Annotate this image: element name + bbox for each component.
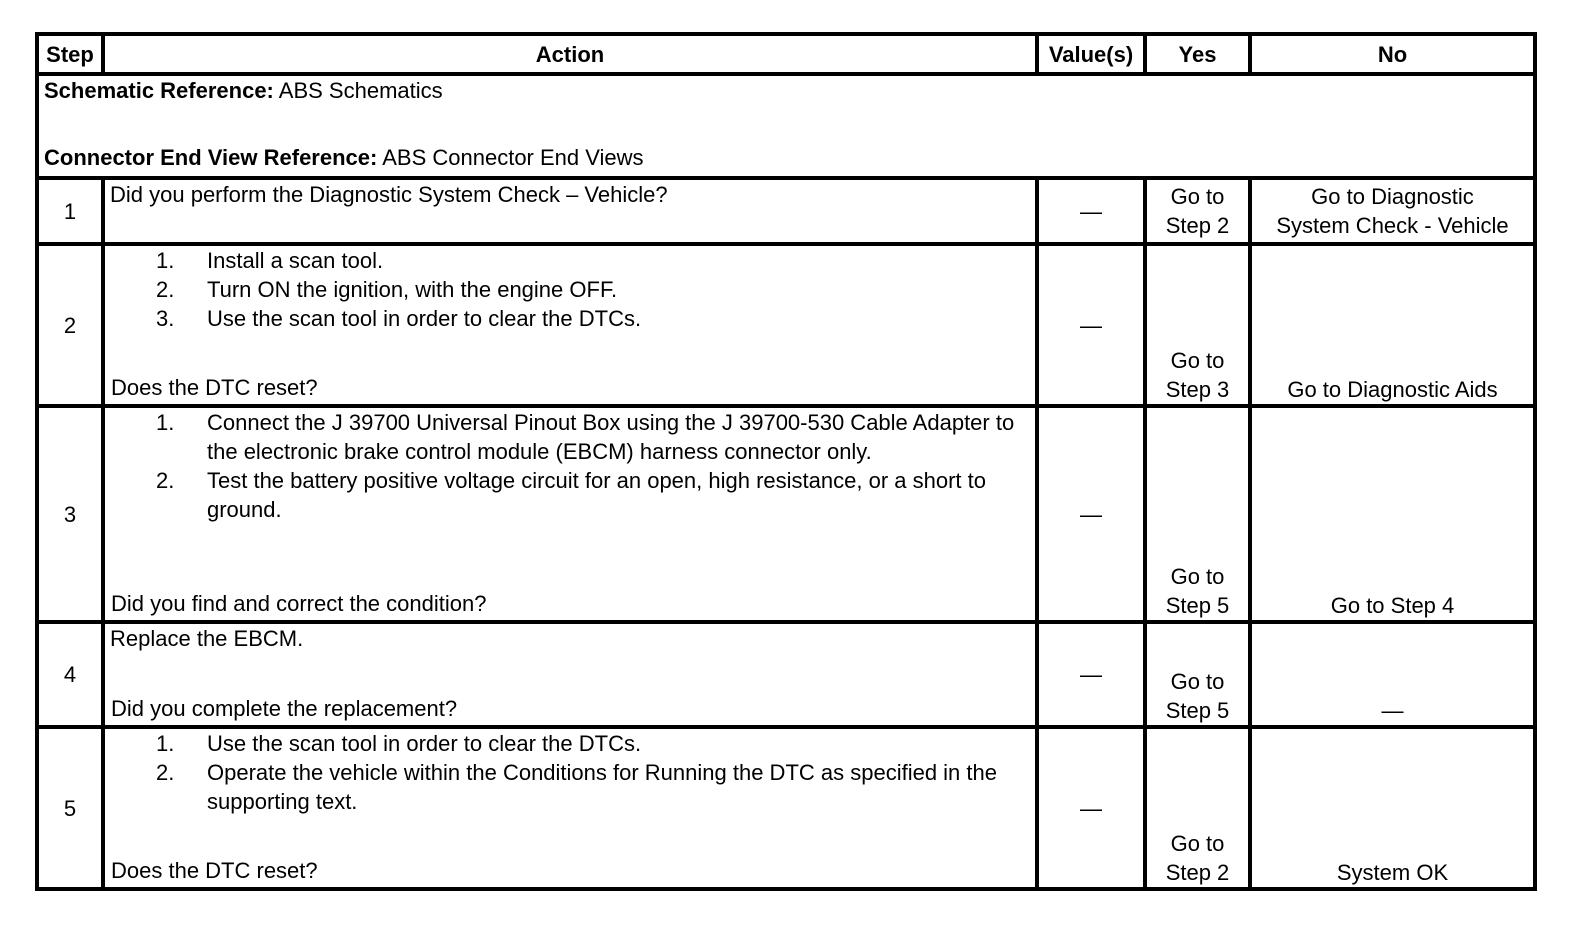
yes-line: Step 5 (1165, 698, 1230, 723)
action-steps (110, 246, 1030, 333)
action-step-number: 1. (156, 248, 175, 273)
yes-line: Go to (1170, 184, 1225, 209)
step-number: 1 (37, 178, 103, 244)
action-step-number: 2. (156, 760, 175, 785)
step-number: 4 (37, 622, 103, 727)
no-cell (1250, 406, 1535, 622)
reference-row (37, 74, 1535, 178)
yes-line: Go to (1170, 564, 1225, 589)
header-step: Step (37, 34, 103, 74)
action-step-item (110, 408, 1030, 466)
action-steps (110, 729, 1030, 816)
action-step-number: 1. (156, 731, 175, 756)
action-question: Did you find and correct the condition? (111, 591, 487, 616)
action-cell (103, 178, 1037, 244)
action-step-number: 1. (156, 410, 175, 435)
table-row-step-1 (37, 178, 1535, 244)
yes-cell (1145, 406, 1250, 622)
yes-line: Step 5 (1165, 593, 1230, 618)
step-number: 5 (37, 727, 103, 889)
diagnostic-table (35, 32, 1537, 891)
action-lead: Replace the EBCM. (110, 626, 304, 651)
action-step-item (110, 729, 1030, 758)
table-row-step-3 (37, 406, 1535, 622)
yes-line: Step 2 (1165, 860, 1230, 885)
table-row-step-4 (37, 622, 1535, 727)
no-cell (1250, 178, 1535, 244)
header-row (37, 34, 1535, 74)
action-step-text: Use the scan tool in order to clear the DTCs. (207, 731, 642, 756)
action-question: Does the DTC reset? (111, 858, 318, 883)
action-step-number: 2. (156, 277, 175, 302)
action-steps (110, 408, 1030, 524)
yes-cell (1145, 244, 1250, 406)
value-cell: — (1037, 244, 1145, 406)
step-number: 3 (37, 406, 103, 622)
action-question: Did you complete the replacement? (111, 696, 458, 721)
action-step-text: Test the battery positive voltage circuit for an open, high resistance, or a short to ground. (207, 468, 986, 522)
header-yes: Yes (1145, 34, 1250, 74)
action-step-item (110, 466, 1030, 524)
action-step-text: Operate the vehicle within the Conditions for Running the DTC as specified in the supporting text. (207, 760, 997, 814)
no-cell (1250, 622, 1535, 727)
action-step-number: 2. (156, 468, 175, 493)
yes-line: Step 3 (1165, 377, 1230, 402)
action-step-item (110, 246, 1030, 275)
no-cell (1250, 244, 1535, 406)
no-line: Go to Step 4 (1330, 593, 1455, 618)
table-row-step-5 (37, 727, 1535, 889)
action-step-text: Install a scan tool. (207, 248, 384, 273)
no-line: Go to Diagnostic Aids (1287, 377, 1498, 402)
action-cell (103, 244, 1037, 406)
connector-reference-value: ABS Connector End Views (377, 145, 644, 170)
yes-cell (1145, 727, 1250, 889)
header-action: Action (103, 34, 1037, 74)
action-cell (103, 622, 1037, 727)
yes-line: Go to (1170, 669, 1225, 694)
no-line: System OK (1336, 860, 1449, 885)
connector-reference (44, 143, 1528, 172)
action-step-number: 3. (156, 306, 175, 331)
yes-cell (1145, 178, 1250, 244)
no-line: — (1381, 698, 1404, 723)
yes-line: Go to (1170, 348, 1225, 373)
header-no: No (1250, 34, 1535, 74)
value-cell: — (1037, 727, 1145, 889)
action-question: Does the DTC reset? (111, 375, 318, 400)
action-step-item (110, 304, 1030, 333)
step-number: 2 (37, 244, 103, 406)
action-cell (103, 727, 1037, 889)
action-step-text: Connect the J 39700 Universal Pinout Box using the J 39700-530 Cable Adapter to the electronic brake control module (EBCM) harness connector only. (207, 410, 1015, 464)
action-step-text: Turn ON the ignition, with the engine OFF. (207, 277, 618, 302)
no-line: Go to Diagnostic (1311, 184, 1474, 209)
schematic-reference-label: Schematic Reference: (44, 78, 274, 103)
yes-line: Go to (1170, 831, 1225, 856)
action-cell (103, 406, 1037, 622)
action-step-item (110, 758, 1030, 816)
schematic-reference-value: ABS Schematics (273, 78, 443, 103)
schematic-reference (44, 76, 1528, 105)
action-step-text: Use the scan tool in order to clear the DTCs. (207, 306, 642, 331)
connector-reference-label: Connector End View Reference: (44, 145, 378, 170)
reference-spacer (44, 105, 1528, 143)
yes-line: Step 2 (1165, 213, 1230, 238)
value-cell: — (1037, 406, 1145, 622)
header-values: Value(s) (1037, 34, 1145, 74)
no-line: System Check - Vehicle (1276, 213, 1509, 238)
value-cell: — (1037, 178, 1145, 244)
value-cell: — (1037, 622, 1145, 727)
action-question: Did you perform the Diagnostic System Check – Vehicle? (110, 182, 668, 207)
reference-cell (37, 74, 1535, 178)
action-step-item (110, 275, 1030, 304)
table-row-step-2 (37, 244, 1535, 406)
yes-cell (1145, 622, 1250, 727)
no-cell (1250, 727, 1535, 889)
